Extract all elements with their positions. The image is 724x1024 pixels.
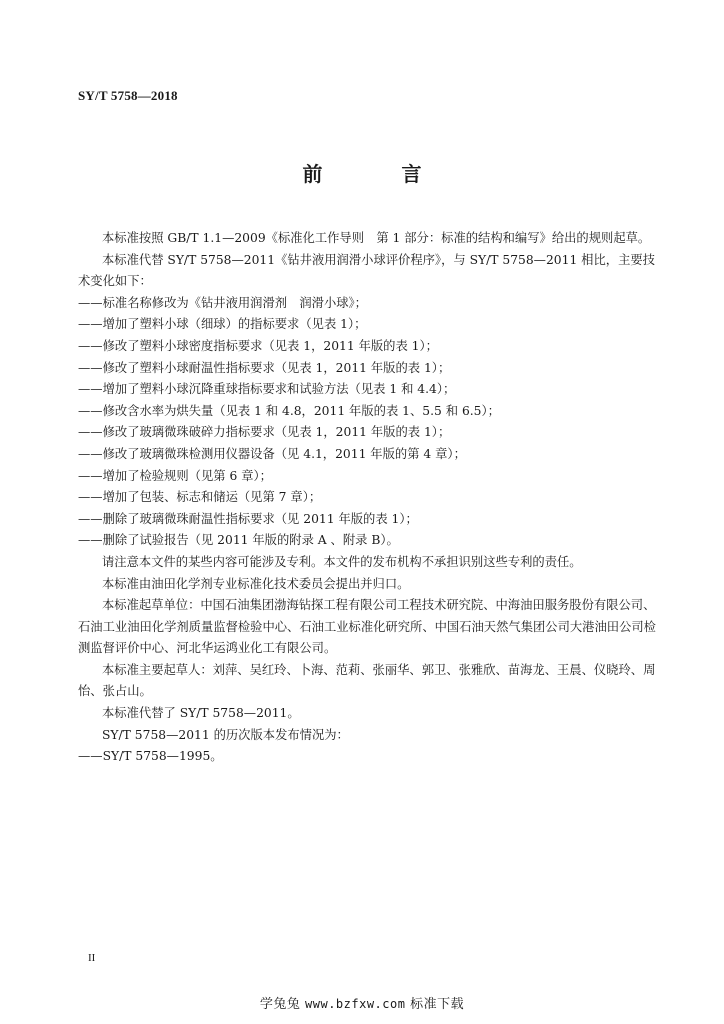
footer-right-text: 标准下载	[405, 997, 465, 1012]
history-item: ——SY/T 5758—1995。	[78, 749, 223, 764]
paragraph-history-intro: SY/T 5758—2011 的历次版本发布情况为：	[102, 727, 349, 742]
page-number: II	[88, 952, 96, 964]
paragraph-drafting-rules: 本标准按照 GB/T 1.1—2009《标准化工作导则 第 1 部分：标准的结构和编写》给出的规则起草。	[102, 231, 651, 245]
footer-watermark	[0, 993, 724, 1012]
paragraph-drafting-units: 本标准起草单位：中国石油集团渤海钻探工程有限公司工程技术研究院、中海油田服务股份有限公司、石油工业油田化学剂质量监督检验中心、石油工业标准化研究所、中国石油天然气集团公司大港油田公司检测监督评价中心、河北华运鸿业化工有限公司。	[78, 598, 656, 656]
change-item: ——修改含水率为烘失量（见表 1 和 4.8，2011 年版的表 1、5.5 和 6.5）；	[78, 403, 500, 418]
change-item: ——修改了塑料小球密度指标要求（见表 1，2011 年版的表 1）；	[78, 338, 438, 353]
preface-body	[78, 228, 662, 768]
paragraph-replacement: 本标准代替 SY/T 5758—2011《钻井液用润滑小球评价程序》，与 SY/T 5758—2011 相比，主要技术变化如下：	[78, 252, 655, 289]
paragraph-patent-notice: 请注意本文件的某些内容可能涉及专利。本文件的发布机构不承担识别这些专利的责任。	[102, 554, 582, 569]
footer-url-link[interactable]: www.bzfxw.com	[305, 997, 406, 1011]
change-item: ——增加了塑料小球（细球）的指标要求（见表 1）；	[78, 317, 367, 332]
paragraph-replaces: 本标准代替了 SY/T 5758—2011。	[102, 706, 300, 721]
change-item: ——删除了玻璃微珠耐温性指标要求（见 2011 年版的表 1）；	[78, 511, 418, 526]
paragraph-proposer: 本标准由油田化学剂专业标准化技术委员会提出并归口。	[102, 576, 410, 591]
change-item: ——增加了检验规则（见第 6 章）；	[78, 468, 272, 483]
change-item: ——删除了试验报告（见 2011 年版的附录 A 、附录 B）。	[78, 533, 399, 548]
page-title: 前 言	[302, 162, 458, 186]
document-code: SY/T 5758—2018	[78, 88, 178, 103]
change-item: ——修改了塑料小球耐温性指标要求（见表 1，2011 年版的表 1）；	[78, 360, 451, 375]
change-item: ——标准名称修改为《钻井液用润滑剂 润滑小球》；	[78, 295, 367, 310]
change-item: ——增加了包装、标志和储运（见第 7 章）；	[78, 490, 322, 505]
change-item: ——修改了玻璃微珠破碎力指标要求（见表 1，2011 年版的表 1）；	[78, 425, 451, 440]
change-item: ——修改了玻璃微珠检测用仪器设备（见 4.1，2011 年版的第 4 章）；	[78, 446, 466, 461]
paragraph-drafters: 本标准主要起草人：刘萍、吴红玲、卜海、范莉、张丽华、郭卫、张雅欣、苗海龙、王晨、仪晓玲、周怡、张占山。	[78, 662, 656, 699]
change-item: ——增加了塑料小球沉降重球指标要求和试验方法（见表 1 和 4.4）；	[78, 382, 456, 397]
footer-left-text: 学兔兔	[259, 997, 306, 1012]
